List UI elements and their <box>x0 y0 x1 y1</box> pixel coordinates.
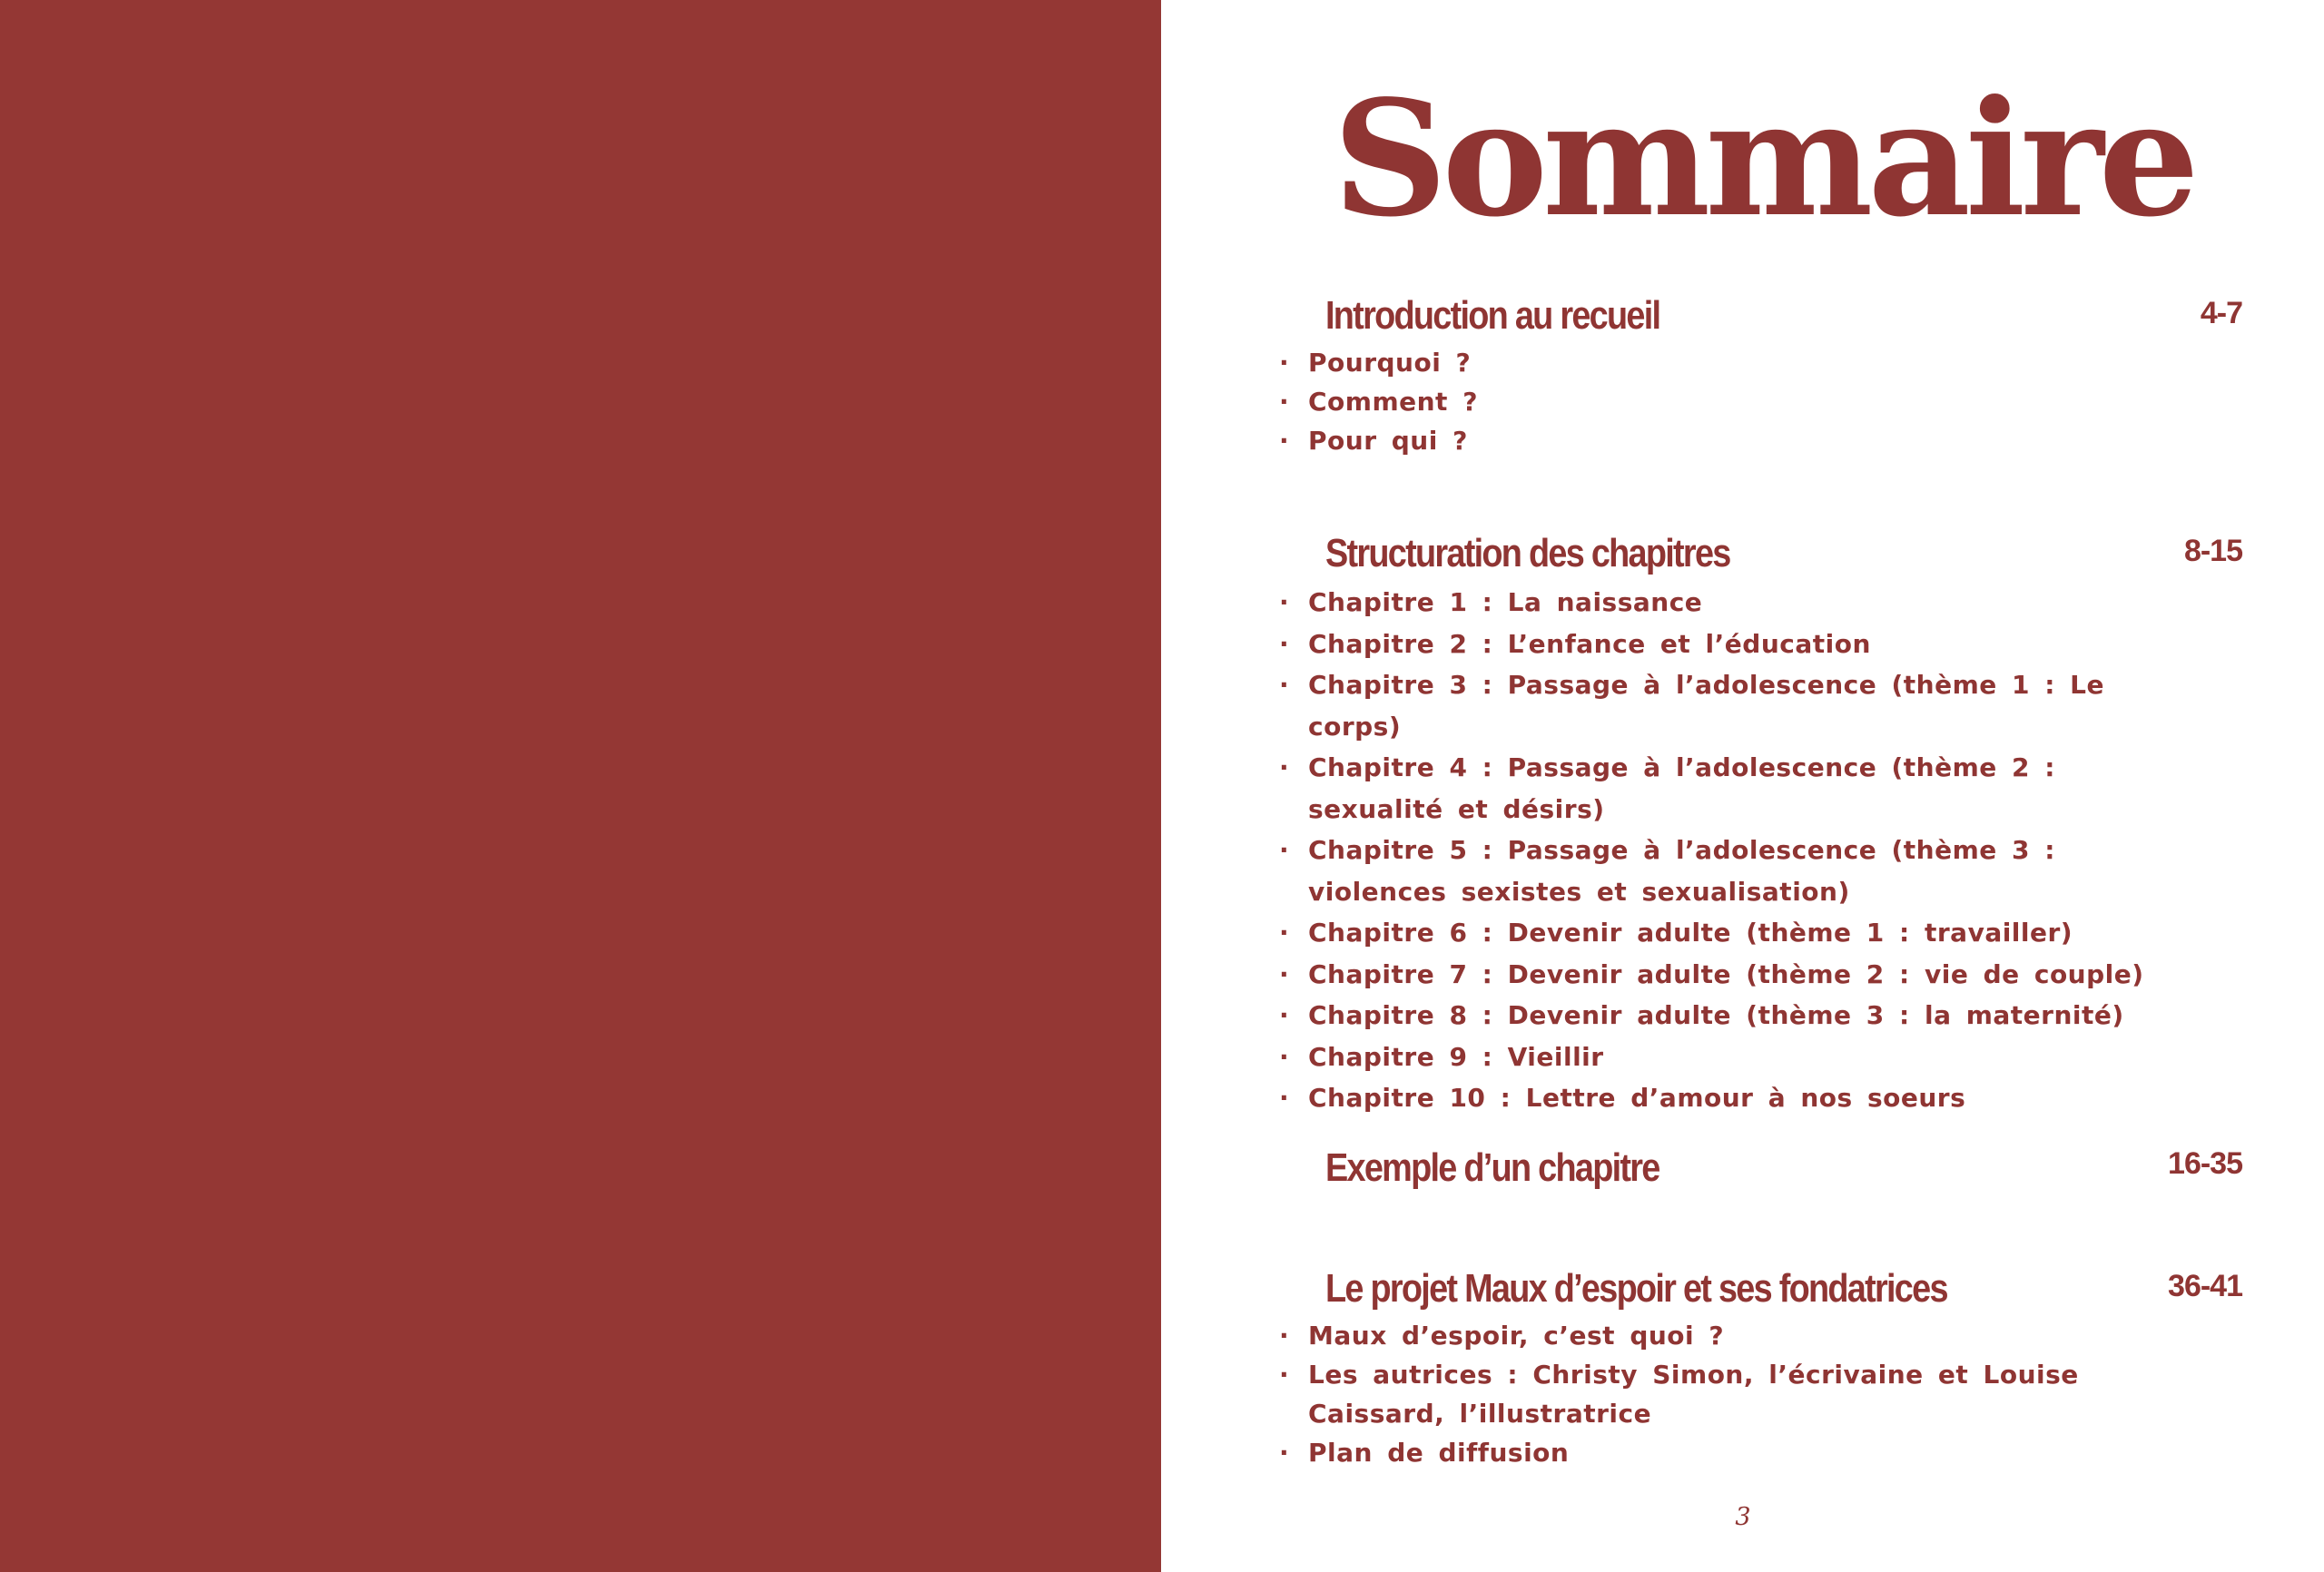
section-pages-introduction: 4-7 <box>2200 296 2242 330</box>
page-title: Sommaire <box>1333 66 2194 252</box>
section-pages-structuration: 8-15 <box>2183 534 2242 568</box>
list-item: · Pour qui ? <box>1275 421 2183 460</box>
section-title-exemple: Exemple d’un chapitre <box>1325 1145 1659 1190</box>
left-color-panel <box>0 0 1161 1572</box>
list-item: · Comment ? <box>1275 382 2183 421</box>
section-title-projet: Le projet Maux d’espoir et ses fondatrices <box>1325 1266 1947 1311</box>
list-item: · Chapitre 5 : Passage à l’adolescence (thème 3 : violences sexistes et sexualisation) <box>1275 830 2183 912</box>
list-item: · Plan de diffusion <box>1275 1433 2183 1472</box>
section-pages-exemple: 16-35 <box>2168 1146 2242 1181</box>
list-item: · Chapitre 8 : Devenir adulte (thème 3 : la maternité) <box>1275 995 2183 1037</box>
list-item: · Chapitre 10 : Lettre d’amour à nos soeurs <box>1275 1077 2183 1119</box>
list-item: · Chapitre 2 : L’enfance et l’éducation <box>1275 624 2183 665</box>
section-title-structuration: Structuration des chapitres <box>1325 531 1730 575</box>
list-item: · Chapitre 4 : Passage à l’adolescence (thème 2 : sexualité et désirs) <box>1275 747 2183 830</box>
list-item: · Chapitre 7 : Devenir adulte (thème 2 : vie de couple) <box>1275 954 2183 996</box>
list-item: · Maux d’espoir, c’est quoi ? <box>1275 1316 2183 1355</box>
section-items-introduction <box>1275 343 2183 460</box>
section-items-structuration <box>1275 582 2183 1119</box>
list-item: · Chapitre 3 : Passage à l’adolescence (thème 1 : Le corps) <box>1275 664 2183 747</box>
list-item: · Les autrices : Christy Simon, l’écrivaine et Louise Caissard, l’illustratrice <box>1275 1355 2183 1433</box>
section-pages-projet: 36-41 <box>2168 1269 2242 1303</box>
page-number: 3 <box>1735 1503 1751 1531</box>
section-items-projet <box>1275 1316 2183 1472</box>
section-title-introduction: Introduction au recueil <box>1325 293 1660 338</box>
list-item: · Pourquoi ? <box>1275 343 2183 382</box>
list-item: · Chapitre 1 : La naissance <box>1275 582 2183 624</box>
list-item: · Chapitre 6 : Devenir adulte (thème 1 : travailler) <box>1275 912 2183 954</box>
list-item: · Chapitre 9 : Vieillir <box>1275 1037 2183 1078</box>
